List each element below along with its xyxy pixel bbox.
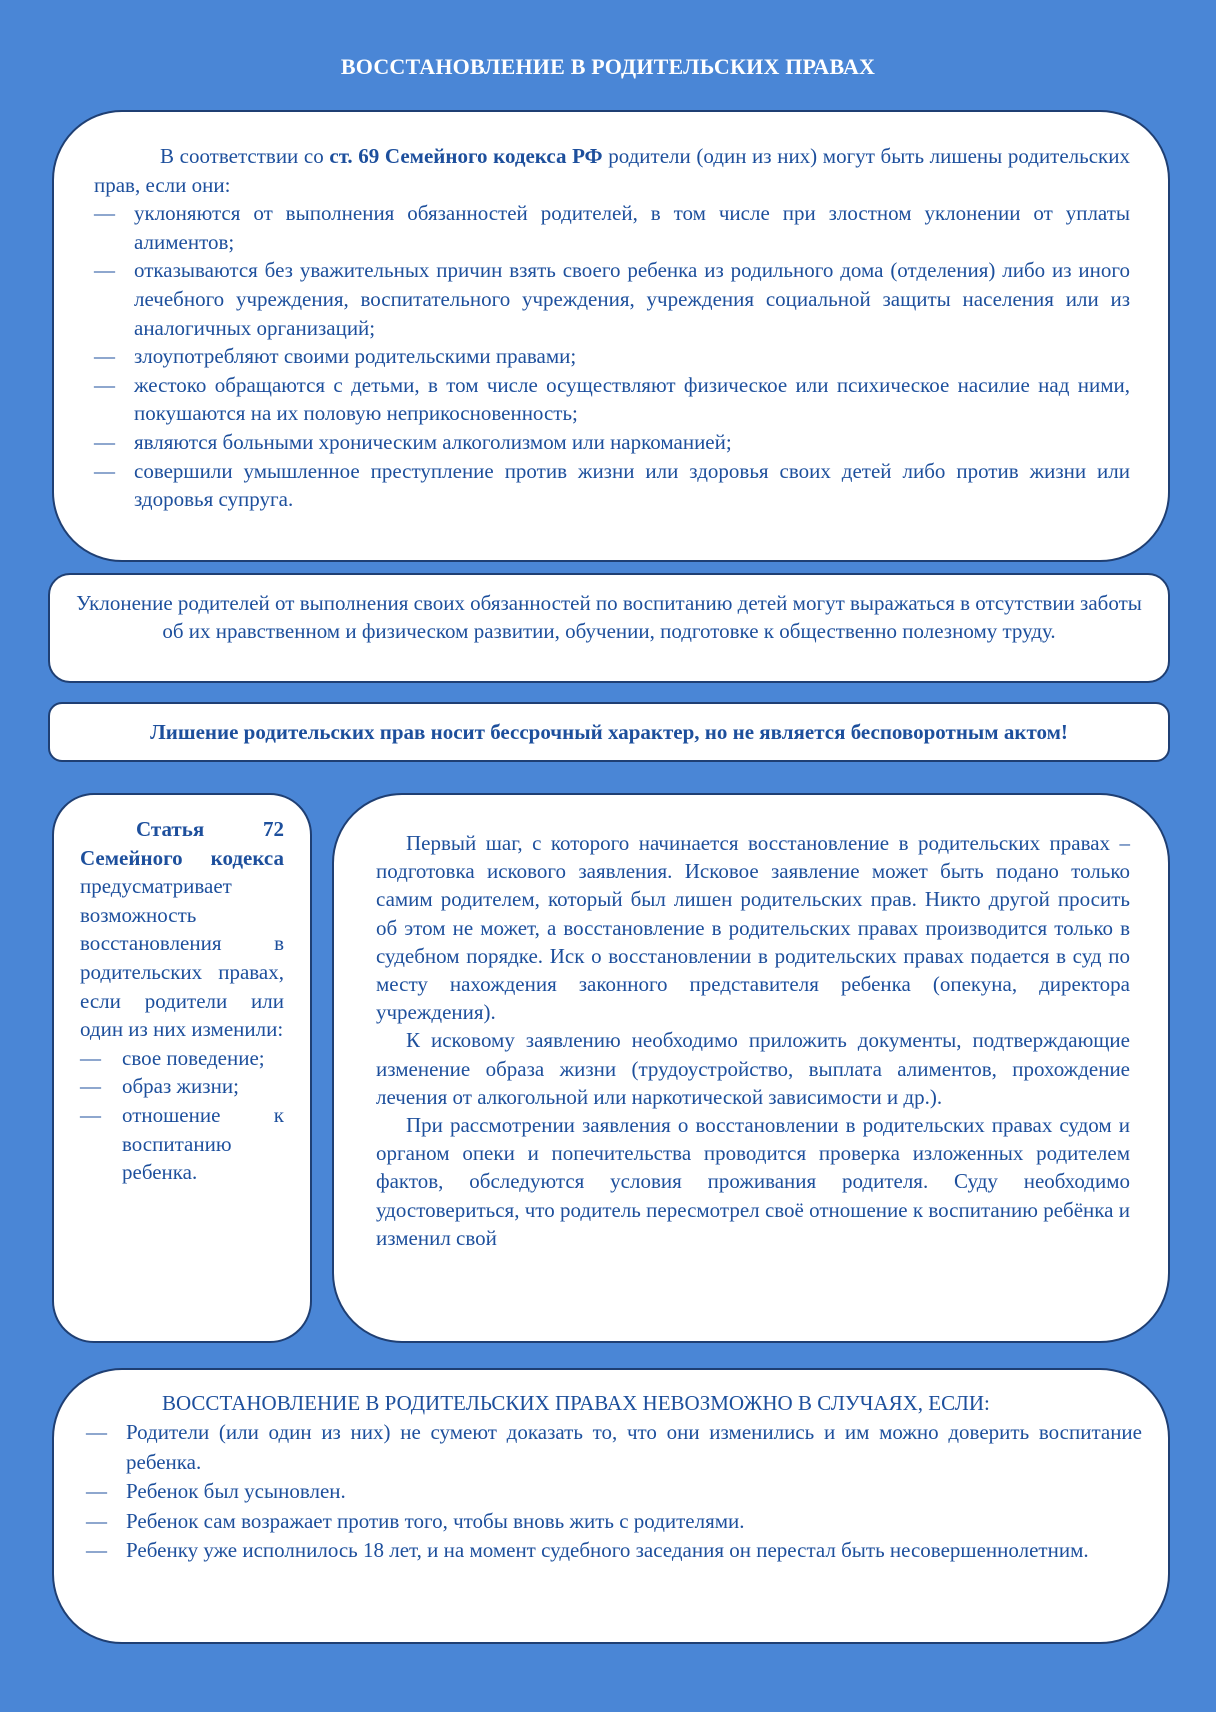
list-item — [86, 1418, 1142, 1477]
list-item — [94, 199, 1130, 256]
list-item — [94, 371, 1130, 428]
article-paragraph — [80, 815, 284, 1044]
dash-marker: — — [94, 372, 115, 397]
list-item-text: злоупотребляют своими родительскими правами; — [134, 344, 577, 369]
list-item — [86, 1477, 1142, 1507]
list-item-text: образ жизни; — [122, 1074, 239, 1099]
page-title: ВОССТАНОВЛЕНИЕ В РОДИТЕЛЬСКИХ ПРАВАХ — [340, 54, 876, 79]
dash-marker: — — [80, 1045, 101, 1070]
list-item-text: уклоняются от выполнения обязанностей родителей, в том числе при злостном уклонении от уплаты алиментов; — [134, 201, 1130, 254]
impossible-cases-box — [52, 1368, 1170, 1644]
impossible-cases-list — [86, 1418, 1142, 1566]
list-item — [80, 1072, 284, 1101]
impossible-cases-heading: ВОССТАНОВЛЕНИЕ В РОДИТЕЛЬСКИХ ПРАВАХ НЕВОЗМОЖНО В СЛУЧАЯХ, ЕСЛИ: — [162, 1391, 990, 1415]
dash-marker: — — [94, 344, 115, 369]
grounds-for-deprivation-box — [52, 110, 1170, 562]
code-reference: ст. 69 Семейного кодекса РФ — [329, 144, 603, 168]
list-item-text: Родители (или один из них) не сумеют доказать то, что они изменились и им можно доверить воспитание ребенка. — [126, 1420, 1142, 1474]
list-item — [94, 457, 1130, 514]
dash-marker: — — [86, 1538, 107, 1562]
procedure-paragraph: Первый шаг, с которого начинается восстановление в родительских правах – подготовка искового заявления. Исковое заявление может быть подано только самим родителем, который был лишен родительских прав. Никто другой просить об этом не может, а восстановление в родительских правах производится только в судебном порядке. Иск о восстановлении в родительских правах подается в суд по месту нахождения законного представителя ребенка (опекуна, директора учреждения). — [376, 831, 1130, 1025]
dash-marker: — — [80, 1074, 101, 1099]
list-item — [80, 1101, 284, 1187]
procedure-paragraph: При рассмотрении заявления о восстановлении в родительских правах судом и органом опеки и попечительства проводится проверка изложенных родителем фактов, обследуются условия проживания родителя. Суду необходимо удостовериться, что родитель пересмотрел своё отношение к воспитанию ребёнка и изменил свой — [376, 1113, 1130, 1250]
list-item — [94, 342, 1130, 371]
article-72-box — [52, 793, 312, 1343]
article-heading: Статья 72 Семейного кодекса — [80, 817, 284, 870]
list-item-text: отношение к воспитанию ребенка. — [122, 1102, 284, 1185]
evasion-description-box — [48, 573, 1170, 683]
key-statement: Лишение родительских прав носит бессрочный характер, но не является бесповоротным актом! — [150, 720, 1068, 744]
dash-marker: — — [94, 458, 115, 483]
list-item — [94, 256, 1130, 342]
dash-marker: — — [94, 201, 115, 226]
list-item-text: Ребенок сам возражает против того, чтобы вновь жить с родителями. — [126, 1508, 745, 1533]
dash-marker: — — [86, 1508, 107, 1533]
list-item-text: совершили умышленное преступление против жизни или здоровья своих детей либо против жизни или здоровья супруга. — [134, 458, 1130, 512]
intro-paragraph — [94, 142, 1130, 199]
grounds-list — [94, 199, 1130, 514]
list-item — [80, 1044, 284, 1073]
list-item-text: отказываются без уважительных причин взять своего ребенка из родильного дома (отделения) либо из иного лечебного учреждения, воспитательного учреждения, учреждения социальной защиты населения или из аналогичных организаций; — [134, 258, 1130, 340]
dash-marker: — — [86, 1479, 107, 1503]
dash-marker: — — [86, 1420, 107, 1444]
key-statement-box — [48, 702, 1170, 762]
dash-marker: — — [94, 429, 115, 454]
list-item-text: Ребенок был усыновлен. — [126, 1479, 346, 1503]
article-text: предусматривает возможность восстановления в родительских правах, если родители или один из них изменили: — [80, 874, 284, 1042]
changes-list — [80, 1044, 284, 1187]
restoration-procedure-box — [332, 793, 1170, 1343]
list-item — [86, 1507, 1142, 1537]
list-item-text: являются больными хроническим алкоголизмом или наркоманией; — [134, 429, 732, 454]
list-item-text: Ребенку уже исполнилось 18 лет, и на момент судебного заседания он перестал быть несовершеннолетним. — [126, 1538, 1089, 1562]
procedure-paragraph: К исковому заявлению необходимо приложить документы, подтверждающие изменение образа жизни (трудоустройство, выплата алиментов, прохождение лечения от алкогольной или наркотической зависимости и др.). — [376, 1028, 1130, 1109]
intro-prefix: В соответствии со — [160, 144, 330, 168]
list-item — [94, 428, 1130, 457]
dash-marker: — — [94, 258, 115, 283]
list-item — [86, 1536, 1142, 1566]
intro-suffix: родители (один из них) могут быть лишены родительских прав, если они: — [94, 144, 1130, 197]
dash-marker: — — [80, 1102, 101, 1127]
list-item-text: свое поведение; — [122, 1045, 265, 1070]
list-item-text: жестоко обращаются с детьми, в том числе осуществляют физическое или психическое насилие над ними, покушаются на их половую неприкосновенность; — [134, 372, 1130, 426]
evasion-text: Уклонение родителей от выполнения своих обязанностей по воспитанию детей могут выражаться в отсутствии заботы об их нравственном и физическом развитии, обучении, подготовке к общественно полезному труду. — [76, 591, 1142, 643]
